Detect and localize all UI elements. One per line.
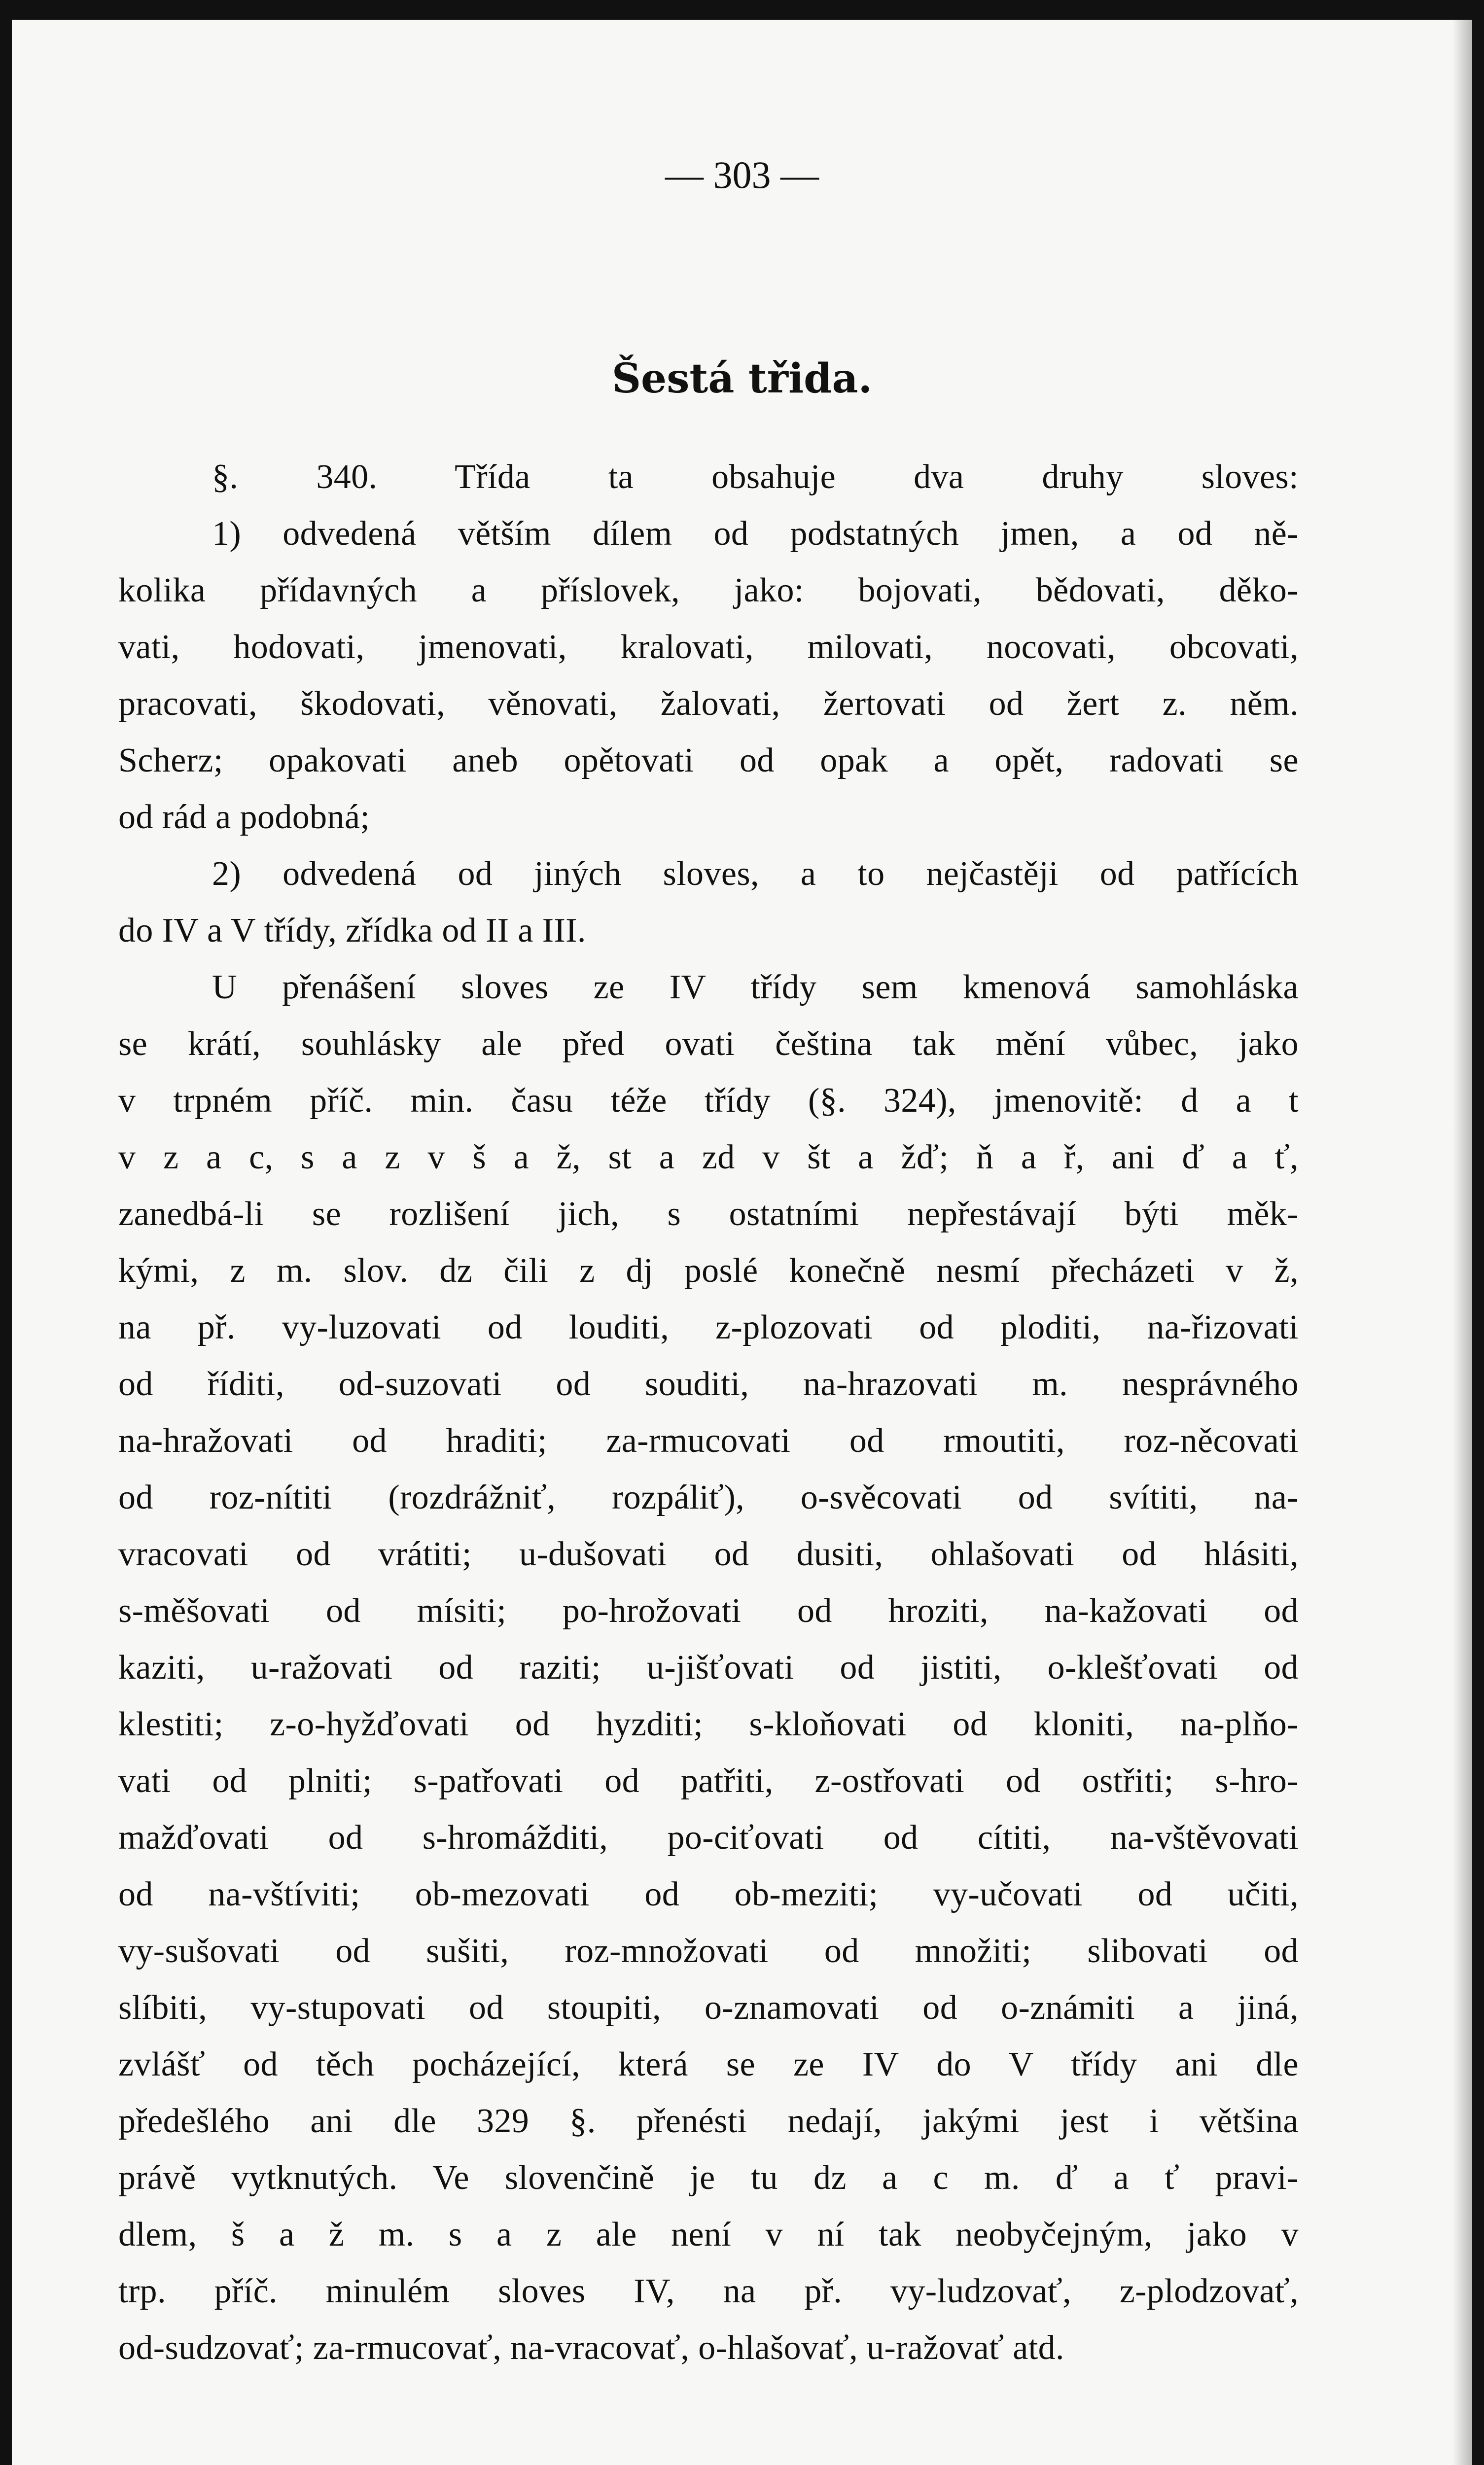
book-page [12, 20, 1472, 2465]
text-line: od rád a podobná; [118, 798, 370, 836]
text-line: vy-sušovati od sušiti, roz-množovati od množiti; slibovati od [118, 1932, 1299, 1970]
text-line: se krátí, souhlásky ale před ovati čeština tak mění vůbec, jako [118, 1025, 1299, 1063]
text-line: kaziti, u-ražovati od raziti; u-jišťovati od jistiti, o-klešťovati od [118, 1649, 1299, 1687]
text-line: vracovati od vrátiti; u-dušovati od dusiti, ohlašovati od hlásiti, [118, 1535, 1299, 1573]
text-line: pracovati, škodovati, věnovati, žalovati, žertovati od žert z. něm. [118, 685, 1299, 723]
text-line: do IV a V třídy, zřídka od II a III. [118, 912, 586, 950]
text-line: od-sudzovať; za-rmucovať, na-vracovať, o-hlašovať, u-ražovať atd. [118, 2329, 1064, 2367]
text-line: na-hražovati od hraditi; za-rmucovati od rmoutiti, roz-něcovati [118, 1422, 1299, 1460]
text-line: právě vytknutých. Ve slovenčině je tu dz a c m. ď a ť pravi- [118, 2159, 1299, 2197]
text-line: mažďovati od s-hromážditi, po-ciťovati od cítiti, na-vštěvovati [118, 1819, 1299, 1857]
text-line: v z a c, s a z v š a ž, st a zd v št a žď; ň a ř, ani ď a ť, [118, 1138, 1299, 1176]
text-line: od na-vštíviti; ob-mezovati od ob-meziti; vy-učovati od učiti, [118, 1875, 1299, 1913]
page-number: — 303 — [665, 153, 819, 196]
text-line: s-měšovati od mísiti; po-hrožovati od hroziti, na-kažovati od [118, 1592, 1299, 1630]
text-line: U přenášení sloves ze IV třídy sem kmenová samohláska [212, 968, 1299, 1006]
text-line: vati od plniti; s-patřovati od patřiti, z-ostřovati od ostřiti; s-hro- [118, 1762, 1299, 1800]
text-line: v trpném příč. min. času téže třídy (§. 324), jmenovitě: d a t [118, 1082, 1299, 1120]
text-line: 2) odvedená od jiných sloves, a to nejčastěji od patřících [212, 855, 1299, 893]
text-line: předešlého ani dle 329 §. přenésti nedají, jakými jest i většina [118, 2102, 1299, 2140]
text-line: kolika přídavných a příslovek, jako: bojovati, bědovati, děko- [118, 571, 1299, 609]
text-line: od říditi, od-suzovati od souditi, na-hrazovati m. nesprávného [118, 1365, 1299, 1403]
text-line: zvlášť od těch pocházející, která se ze IV do V třídy ani dle [118, 2045, 1299, 2083]
text-line: zanedbá-li se rozlišení jich, s ostatními nepřestávají býti měk- [118, 1195, 1299, 1233]
text-line: kými, z m. slov. dz čili z dj poslé konečně nesmí přecházeti v ž, [118, 1252, 1299, 1290]
text-line: klestiti; z-o-hyžďovati od hyzditi; s-kloňovati od kloniti, na-plňo- [118, 1705, 1299, 1743]
text-line: vati, hodovati, jmenovati, kralovati, milovati, nocovati, obcovati, [118, 628, 1299, 666]
text-line: 1) odvedená větším dílem od podstatných jmen, a od ně- [212, 515, 1299, 553]
text-line: slíbiti, vy-stupovati od stoupiti, o-znamovati od o-známiti a jiná, [118, 1989, 1299, 2027]
text-line: dlem, š a ž m. s a z ale není v ní tak neobyčejným, jako v [118, 2216, 1299, 2254]
text-line: od roz-nítiti (rozdrážniť, rozpáliť), o-svěcovati od svítiti, na- [118, 1479, 1299, 1516]
section-heading: Šestá třida. [611, 355, 873, 402]
body-text [118, 449, 1299, 2376]
text-line: §. 340. Třída ta obsahuje dva druhy sloves: [212, 458, 1299, 496]
text-line: Scherz; opakovati aneb opětovati od opak a opět, radovati se [118, 741, 1299, 779]
text-line: na př. vy-luzovati od louditi, z-plozovati od ploditi, na-řizovati [118, 1308, 1299, 1346]
page-edge-shadow [1452, 20, 1472, 2465]
text-line: trp. příč. minulém sloves IV, na př. vy-ludzovať, z-plodzovať, [118, 2272, 1299, 2310]
